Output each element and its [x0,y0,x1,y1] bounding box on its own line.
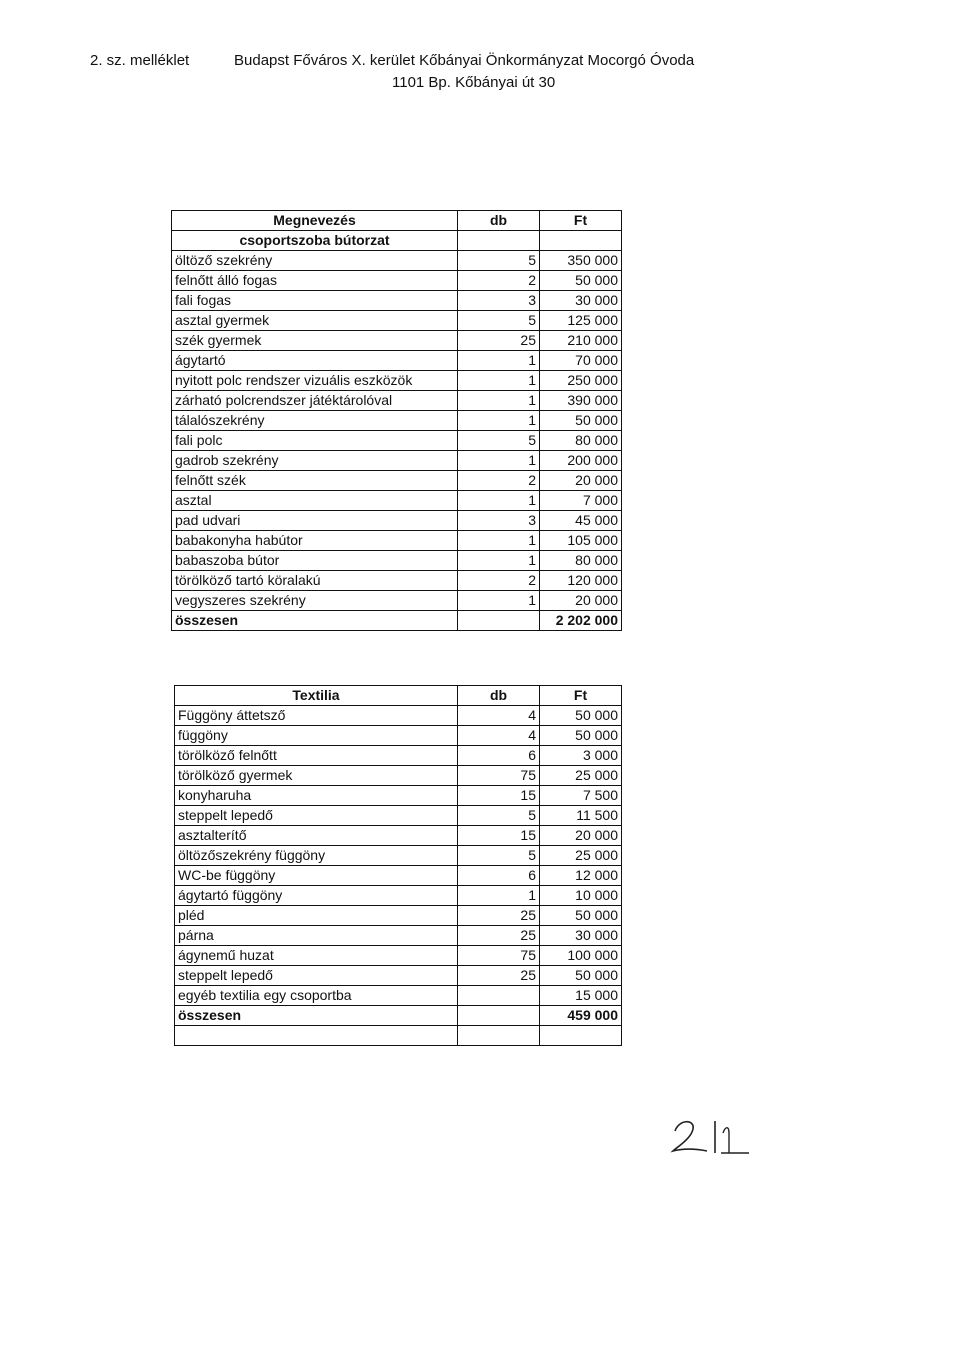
table-row [172,351,622,371]
table-row [172,571,622,591]
item-qty: 1 [458,371,540,391]
item-price: 80 000 [540,431,622,451]
table-row [175,866,622,886]
item-name: törölköző tartó köralakú [172,571,458,591]
item-qty: 1 [458,591,540,611]
section-row [172,231,622,251]
item-name: babakonyha habútor [172,531,458,551]
item-name: pad udvari [172,511,458,531]
item-price: 15 000 [540,986,622,1006]
item-qty: 2 [458,571,540,591]
empty-cell [175,1026,458,1046]
item-name: fali polc [172,431,458,451]
item-price: 80 000 [540,551,622,571]
item-qty: 25 [458,966,540,986]
handwritten-signature [665,1113,765,1163]
item-name: ágytartó [172,351,458,371]
item-name: öltözőszekrény függöny [175,846,458,866]
item-qty: 2 [458,471,540,491]
table-row [172,471,622,491]
item-price: 50 000 [540,906,622,926]
empty-cell [458,1026,540,1046]
total-label: összesen [172,611,458,631]
item-price: 11 500 [540,806,622,826]
item-qty: 3 [458,291,540,311]
column-header-name: Megnevezés [172,211,458,231]
item-name: párna [175,926,458,946]
table-row [175,826,622,846]
item-qty: 1 [458,391,540,411]
textile-table [174,685,622,1046]
item-price: 105 000 [540,531,622,551]
table-row [172,491,622,511]
item-name: asztalterítő [175,826,458,846]
item-price: 25 000 [540,846,622,866]
table-row [172,451,622,471]
table-row [175,806,622,826]
organization-name: Budapst Főváros X. kerület Kőbányai Önkormányzat Mocorgó Óvoda [234,52,695,69]
empty-cell [540,231,622,251]
item-price: 50 000 [540,966,622,986]
item-price: 50 000 [540,411,622,431]
column-header-qty: db [458,686,540,706]
table-row [172,291,622,311]
item-price: 50 000 [540,706,622,726]
item-qty: 5 [458,806,540,826]
table-row [175,786,622,806]
item-name: babaszoba bútor [172,551,458,571]
item-name: steppelt lepedő [175,806,458,826]
total-value: 2 202 000 [540,611,622,631]
item-name: gadrob szekrény [172,451,458,471]
item-qty: 2 [458,271,540,291]
furniture-table [171,210,622,631]
item-price: 7 500 [540,786,622,806]
item-name: ágynemű huzat [175,946,458,966]
table-row [172,251,622,271]
item-name: függöny [175,726,458,746]
item-qty: 3 [458,511,540,531]
item-name: fali fogas [172,291,458,311]
item-qty: 1 [458,531,540,551]
table-row [172,411,622,431]
table-row [175,746,622,766]
column-header-name: Textilia [175,686,458,706]
item-price: 50 000 [540,271,622,291]
table-row [175,706,622,726]
column-header-price: Ft [540,686,622,706]
item-name: nyitott polc rendszer vizuális eszközök [172,371,458,391]
header-row [172,211,622,231]
blank-row [175,1026,622,1046]
item-qty: 5 [458,251,540,271]
item-price: 20 000 [540,471,622,491]
item-qty: 75 [458,946,540,966]
table-row [172,311,622,331]
item-price: 350 000 [540,251,622,271]
item-price: 200 000 [540,451,622,471]
table-row [175,886,622,906]
total-value: 459 000 [540,1006,622,1026]
item-qty: 6 [458,746,540,766]
item-qty: 15 [458,786,540,806]
item-qty: 6 [458,866,540,886]
item-qty: 25 [458,906,540,926]
table-row [172,391,622,411]
item-name: vegyszeres szekrény [172,591,458,611]
item-name: öltöző szekrény [172,251,458,271]
table-row [172,551,622,571]
item-name: asztal gyermek [172,311,458,331]
item-price: 12 000 [540,866,622,886]
table-row [172,431,622,451]
item-qty: 5 [458,431,540,451]
item-qty: 1 [458,886,540,906]
item-price: 50 000 [540,726,622,746]
item-price: 30 000 [540,926,622,946]
item-price: 20 000 [540,591,622,611]
item-qty: 5 [458,846,540,866]
table-row [172,371,622,391]
table-row [175,926,622,946]
table-row [175,966,622,986]
item-qty: 25 [458,331,540,351]
item-qty: 1 [458,451,540,471]
item-price: 30 000 [540,291,622,311]
item-name: tálalószekrény [172,411,458,431]
header-row [175,686,622,706]
table-row [175,726,622,746]
table-row [175,846,622,866]
item-name: konyharuha [175,786,458,806]
item-name: törölköző gyermek [175,766,458,786]
organization-address: 1101 Bp. Kőbányai út 30 [392,74,556,91]
attachment-label: 2. sz. melléklet [90,52,190,69]
item-qty: 15 [458,826,540,846]
item-qty [458,986,540,1006]
item-qty: 4 [458,706,540,726]
empty-cell [458,1006,540,1026]
item-qty: 4 [458,726,540,746]
table-row [175,986,622,1006]
table-row [172,591,622,611]
item-qty: 1 [458,551,540,571]
item-name: törölköző felnőtt [175,746,458,766]
item-name: felnőtt szék [172,471,458,491]
item-qty: 25 [458,926,540,946]
empty-cell [458,231,540,251]
item-qty: 75 [458,766,540,786]
item-qty: 1 [458,351,540,371]
item-name: WC-be függöny [175,866,458,886]
table-row [175,766,622,786]
item-price: 390 000 [540,391,622,411]
total-row [172,611,622,631]
item-name: zárható polcrendszer játéktárolóval [172,391,458,411]
item-qty: 1 [458,411,540,431]
item-name: Függöny áttetsző [175,706,458,726]
item-price: 25 000 [540,766,622,786]
table-row [172,271,622,291]
item-price: 210 000 [540,331,622,351]
empty-cell [458,611,540,631]
item-price: 45 000 [540,511,622,531]
table-row [172,511,622,531]
item-price: 10 000 [540,886,622,906]
item-name: pléd [175,906,458,926]
item-name: steppelt lepedő [175,966,458,986]
table-row [175,946,622,966]
section-title: csoportszoba bútorzat [172,231,458,251]
item-price: 3 000 [540,746,622,766]
item-price: 70 000 [540,351,622,371]
table-row [175,906,622,926]
item-price: 125 000 [540,311,622,331]
item-qty: 1 [458,491,540,511]
total-row [175,1006,622,1026]
item-name: felnőtt álló fogas [172,271,458,291]
item-price: 7 000 [540,491,622,511]
item-price: 250 000 [540,371,622,391]
empty-cell [540,1026,622,1046]
total-label: összesen [175,1006,458,1026]
item-name: szék gyermek [172,331,458,351]
table-row [172,531,622,551]
column-header-qty: db [458,211,540,231]
item-name: ágytartó függöny [175,886,458,906]
item-qty: 5 [458,311,540,331]
item-price: 20 000 [540,826,622,846]
item-price: 120 000 [540,571,622,591]
column-header-price: Ft [540,211,622,231]
item-price: 100 000 [540,946,622,966]
item-name: asztal [172,491,458,511]
table-row [172,331,622,351]
item-name: egyéb textilia egy csoportba [175,986,458,1006]
